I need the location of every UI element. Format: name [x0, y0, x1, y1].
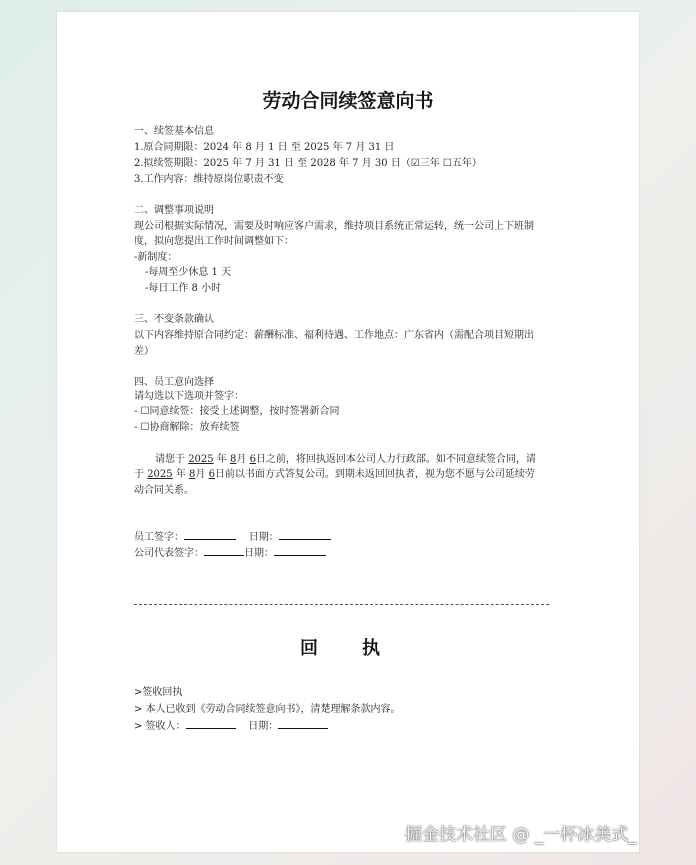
paragraph: 差） — [134, 346, 154, 357]
renewal-term: 2.拟续签期限：2025 年 7 月 31 日 至 2028 年 7 月 30 日（☑三年 ☐五年） — [134, 158, 482, 169]
receipt-title: 回 执 — [300, 638, 380, 659]
option-terminate[interactable]: - ☐协商解除：放弃续签 — [134, 422, 240, 433]
option-agree[interactable]: - ☐同意续签：接受上述调整，按时签署新合同 — [134, 406, 340, 417]
employee-date-field[interactable] — [279, 530, 331, 540]
paragraph: 以下内容维持原合同约定：薪酬标准、福利待遇、工作地点：广东省内（需配合项目短期出 — [134, 330, 534, 341]
notice-line: 请您于 2025 年 8月 6日之前，将回执返回本公司人力行政部。如不同意续签合同，请 — [155, 454, 536, 465]
receipt-heading: >签收回执 — [134, 687, 183, 698]
list-item: -每周至少休息 1 天 — [145, 267, 232, 278]
paragraph: 现公司根据实际情况，需要及时响应客户需求，维持项目系统正常运转，统一公司上下班制 — [134, 221, 534, 232]
cut-line — [134, 604, 549, 605]
receiver-field[interactable] — [186, 719, 236, 729]
section-1-heading: 一、续签基本信息 — [134, 126, 214, 137]
list-item: -每日工作 8 小时 — [145, 283, 222, 294]
receipt-signature-row: > 签收人： 日期： — [134, 719, 328, 733]
paragraph: 请勾选以下选项并签字： — [134, 391, 244, 402]
job-content: 3.工作内容：维持原岗位职责不变 — [134, 174, 284, 185]
notice-line: 动合同关系。 — [134, 485, 194, 496]
employee-signature-row: 员工签字： 日期： — [134, 530, 331, 544]
paragraph: -新制度： — [134, 252, 178, 263]
notice-line: 于 2025 年 8月 6日前以书面方式答复公司。到期未返回回执者，视为您不愿与公司延续劳 — [134, 469, 535, 480]
section-2-heading: 二、调整事项说明 — [134, 205, 214, 216]
receipt-date-field[interactable] — [278, 719, 328, 729]
section-4-heading: 四、员工意向选择 — [134, 377, 214, 388]
section-3-heading: 三、不变条款确认 — [134, 314, 214, 325]
paragraph: 度，拟向您提出工作时间调整如下： — [134, 236, 294, 247]
document-title: 劳动合同续签意向书 — [262, 90, 434, 112]
original-term: 1.原合同期限：2024 年 8 月 1 日 至 2025 年 7 月 31 日 — [134, 142, 395, 153]
employee-signature-field[interactable] — [184, 530, 236, 540]
rep-signature-row: 公司代表签字： 日期： — [134, 546, 326, 560]
rep-signature-field[interactable] — [204, 546, 244, 556]
rep-date-field[interactable] — [274, 546, 326, 556]
watermark: 掘金技术社区 @ _一杯冰美式_ — [405, 825, 637, 845]
receipt-statement: > 本人已收到《劳动合同续签意向书》，清楚理解条款内容。 — [134, 704, 401, 715]
